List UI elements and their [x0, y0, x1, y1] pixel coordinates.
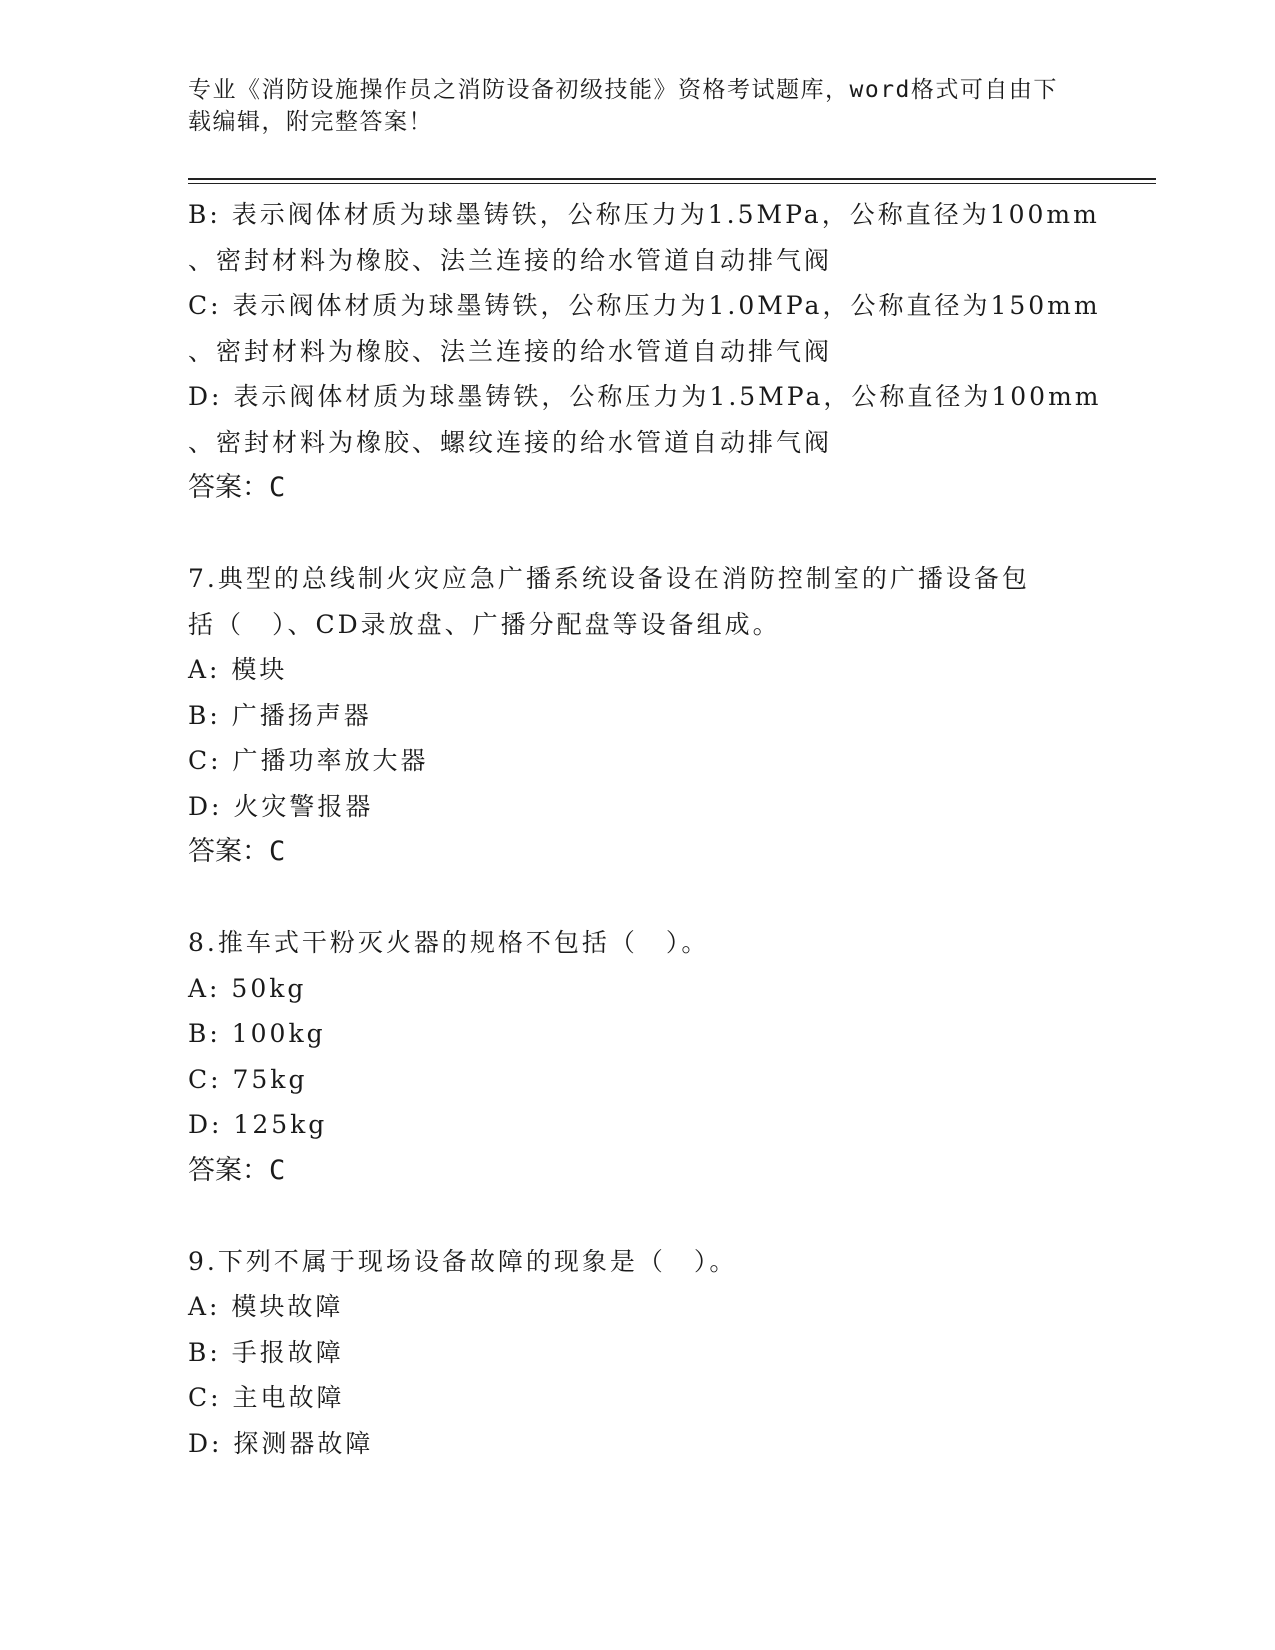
answer-text: 答案：C [188, 1154, 286, 1186]
option-d-line-2: 、密封材料为橡胶、螺纹连接的给水管道自动排气阀 [188, 427, 833, 457]
question-stem: 9.下列不属于现场设备故障的现象是（ ）。 [188, 1246, 738, 1276]
option-c-line-2: 、密封材料为橡胶、法兰连接的给水管道自动排气阀 [188, 336, 833, 366]
option-d-line-1: D: 表示阀体材质为球墨铸铁，公称压力为1.5MPa，公称直径为100mm [188, 382, 1102, 411]
document-body [188, 192, 1102, 1466]
option-b-line-2: 、密封材料为橡胶、法兰连接的给水管道自动排气阀 [188, 245, 833, 275]
option-d: D: 火灾警报器 [188, 791, 374, 821]
option-c: C: 75kg [188, 1064, 308, 1094]
question-stem-line-1: 7.典型的总线制火灾应急广播系统设备设在消防控制室的广播设备包 [188, 564, 1030, 593]
question-9 [188, 1239, 1088, 1467]
option-a: A: 50kg [188, 973, 307, 1003]
option-b: B: 100kg [188, 1019, 326, 1048]
spacer [188, 511, 1088, 557]
question-stem: 8.推车式干粉灭火器的规格不包括（ ）。 [188, 928, 710, 957]
header-divider-thin [188, 183, 1156, 184]
question-7 [188, 556, 1088, 875]
option-c-line-1: C: 表示阀体材质为球墨铸铁，公称压力为1.0MPa，公称直径为150mm [188, 291, 1101, 320]
header-line-2: 载编辑，附完整答案！ [188, 109, 433, 135]
option-d: D: 探测器故障 [188, 1428, 374, 1458]
answer-text: 答案：C [188, 472, 286, 503]
answer-text: 答案：C [188, 836, 286, 867]
header-line-1: 专业《消防设施操作员之消防设备初级技能》资格考试题库，word格式可自由下 [188, 77, 1058, 103]
option-a: A: 模块 [188, 655, 288, 684]
option-b-line-1: B: 表示阀体材质为球墨铸铁，公称压力为1.5MPa，公称直径为100mm [188, 200, 1100, 229]
option-b: B: 手报故障 [188, 1337, 344, 1367]
spacer [188, 875, 1088, 921]
option-b: B: 广播扬声器 [188, 700, 372, 730]
question-8 [188, 920, 1088, 1193]
option-a: A: 模块故障 [188, 1292, 344, 1321]
document-header [188, 74, 1078, 138]
header-divider [188, 178, 1156, 180]
option-c: C: 主电故障 [188, 1383, 345, 1412]
question-stem-line-2: 括（ ）、CD录放盘、广播分配盘等设备组成。 [188, 609, 781, 639]
option-d: D: 125kg [188, 1110, 328, 1139]
option-c: C: 广播功率放大器 [188, 746, 429, 775]
spacer [188, 1193, 1088, 1239]
question-6-continued [188, 192, 1102, 511]
